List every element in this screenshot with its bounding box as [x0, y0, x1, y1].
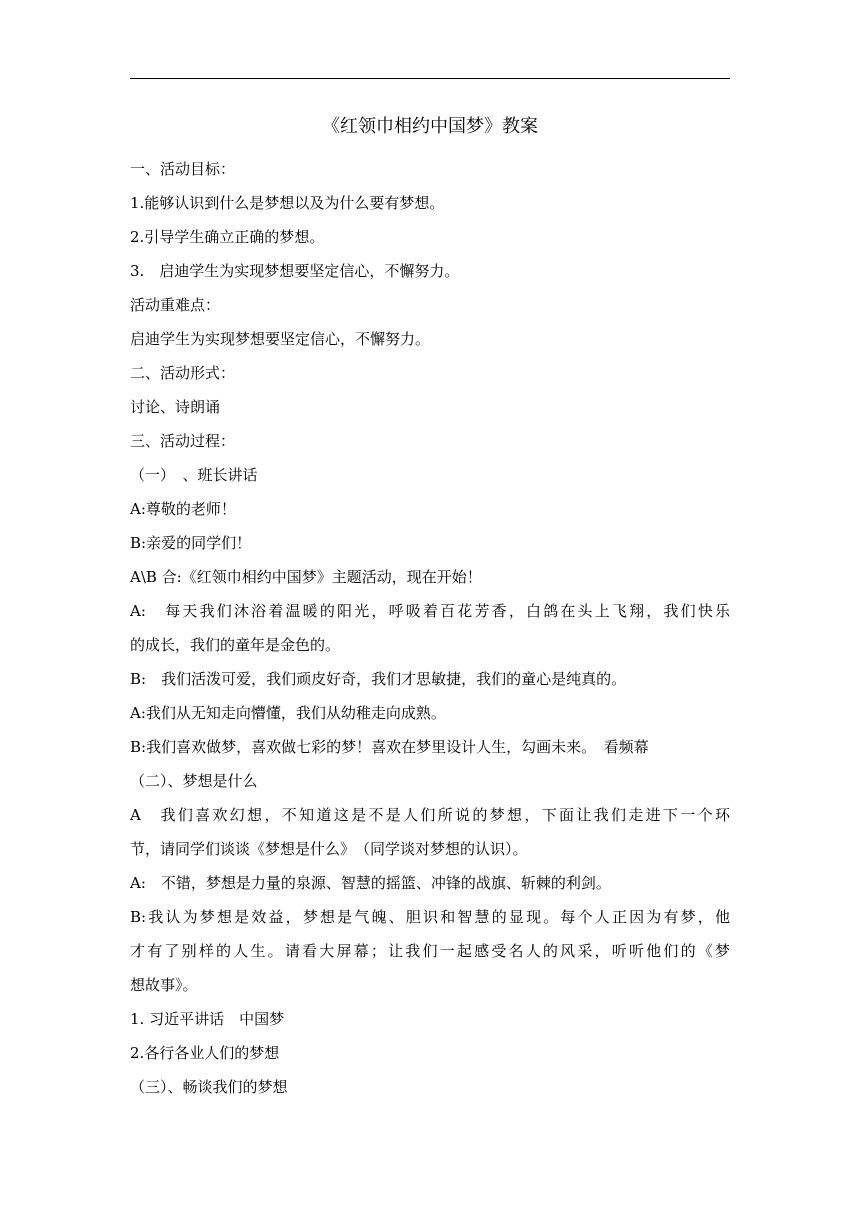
document-title: 《红领巾相约中国梦》教案: [322, 116, 538, 137]
header-rule: [130, 78, 730, 79]
text-line: B: 我们活泼可爱，我们顽皮好奇，我们才思敏捷，我们的童心是纯真的。: [130, 670, 627, 688]
text-line: （三）、畅谈我们的梦想: [130, 1078, 288, 1096]
text-line: B:我认为梦想是效益，梦想是气魄、胆识和智慧的显现。每个人正因为有梦，他: [130, 908, 730, 926]
text-line: 活动重难点：: [130, 296, 221, 314]
text-line: 三、活动过程：: [130, 432, 236, 450]
text-line: 想故事》。: [130, 976, 198, 994]
text-line: A\B 合:《红领巾相约中国梦》主题活动，现在开始！: [130, 568, 482, 586]
text-line: 一、活动目标：: [130, 160, 236, 178]
document-body: [130, 152, 730, 1104]
text-line: A:我们从无知走向懵懂，我们从幼稚走向成熟。: [130, 704, 446, 722]
text-line: B:我们喜欢做梦，喜欢做七彩的梦！喜欢在梦里设计人生，勾画未来。 看频幕: [130, 738, 649, 756]
text-line: 的成长，我们的童年是金色的。: [130, 636, 341, 654]
text-line: 才有了别样的人生。请看大屏幕；让我们一起感受名人的风采，听听他们的《梦: [130, 942, 730, 960]
text-line: A: 不错，梦想是力量的泉源、智慧的摇篮、冲锋的战旗、斩棘的利剑。: [130, 874, 611, 892]
text-line: 2.引导学生确立正确的梦想。: [130, 228, 325, 246]
text-line: 1. 习近平讲话 中国梦: [130, 1010, 285, 1028]
text-line: A: 每天我们沐浴着温暖的阳光，呼吸着百花芳香，白鸽在头上飞翔，我们快乐: [130, 602, 730, 620]
text-line: 启迪学生为实现梦想要坚定信心，不懈努力。: [130, 330, 431, 348]
text-line: 3. 启迪学生为实现梦想要坚定信心，不懈努力。: [130, 262, 460, 280]
text-line: 2.各行各业人们的梦想: [130, 1044, 280, 1062]
text-line: 1.能够认识到什么是梦想以及为什么要有梦想。: [130, 194, 445, 212]
text-line: A 我们喜欢幻想，不知道这是不是人们所说的梦想，下面让我们走进下一个环: [130, 806, 730, 824]
text-line: B:亲爱的同学们！: [130, 534, 252, 552]
text-line: 讨论、诗朗诵: [130, 398, 221, 416]
text-line: （二）、梦想是什么: [130, 772, 258, 790]
text-line: 二、活动形式：: [130, 364, 236, 382]
text-line: A:尊敬的老师！: [130, 500, 236, 518]
text-line: 节，请同学们谈谈《梦想是什么》 （同学谈对梦想的认识）。: [130, 840, 528, 858]
text-line: （一） 、班长讲话: [130, 466, 258, 484]
